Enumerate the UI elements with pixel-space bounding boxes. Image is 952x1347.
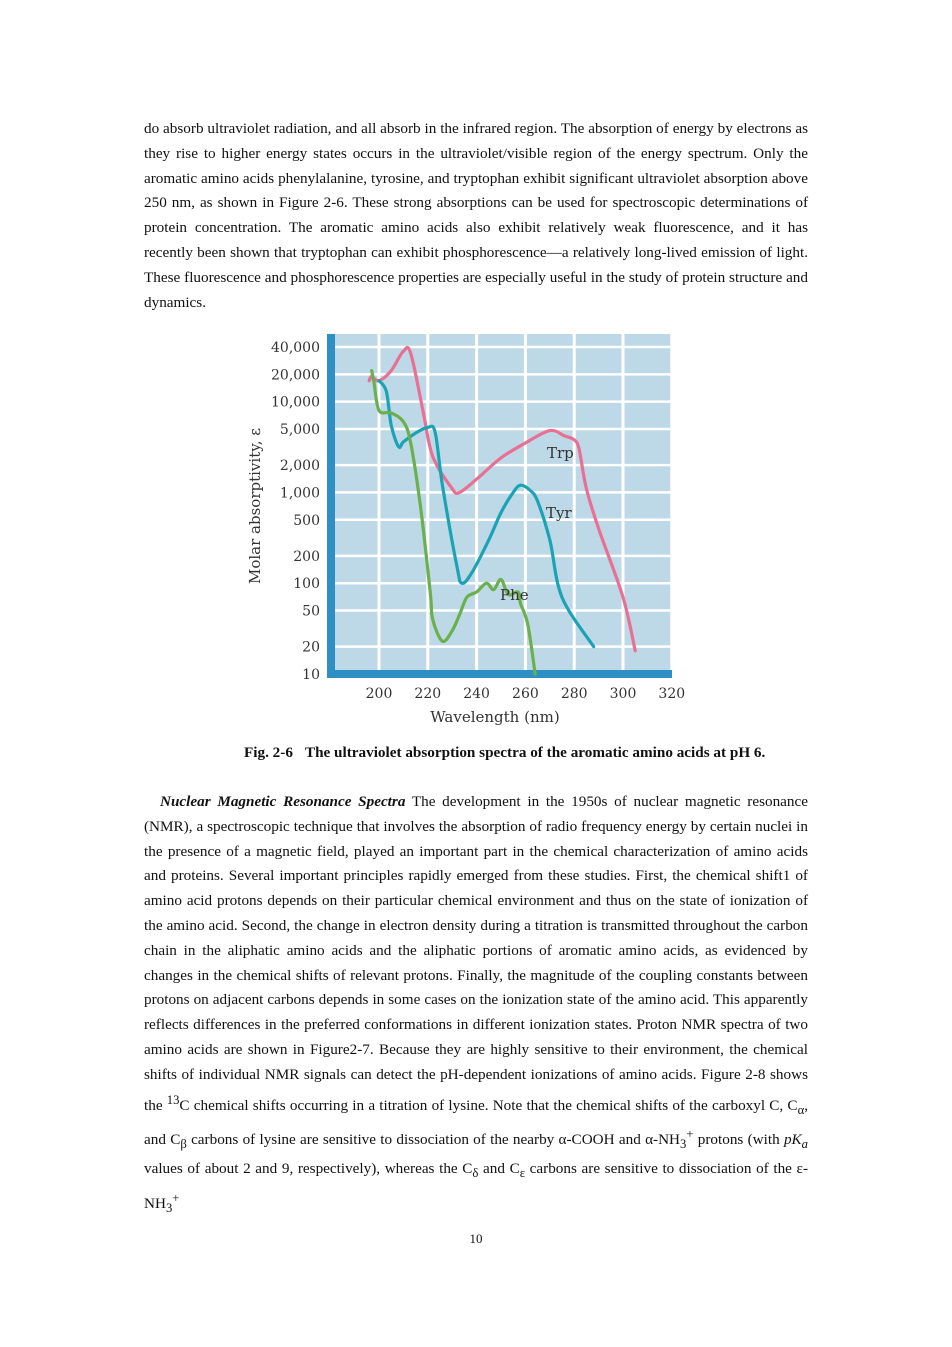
x-tick-label: 280 [560,686,588,702]
y-tick-label: 40,000 [271,340,320,356]
body-paragraph-2: Nuclear Magnetic Resonance Spectra The development in the 1950s of nuclear magnetic resonance (NMR), a spectroscopic technique that involves the absorption of radio frequency energy by certain nuclei in the presence of a magnetic field, played an important part in the chemical characterization of amino acids and proteins. Several important principles rapidly emerged from these studies. First, the chemical shift1 of amino acid protons depends on their particular chemical environment and thus on the state of ionization of the amino acid. Second, the change in electron density during a titration is transmitted throughout the carbon chain in the aliphatic amino acids and the aliphatic portions of aromatic amino acids, as evidenced by changes in the chemical shifts of relevant protons. Finally, the magnitude of the coupling constants between protons on adjacent carbons depends in some cases on the ionization state of the amino acid. This apparently reflects differences in the preferred conformations in different ionization states. Proton NMR spectra of two amino acids are shown in Figure2-7. Because they are highly sensitive to their environment, the chemical shifts of individual NMR signals can detect the pH-dependent ionizations of amino acids. Figure 2-8 shows the $^{13}$C chemical shifts occurring in a titration of lysine. Note that the chemical shifts of the carboxyl C, $C_\alpha$, and $C_\beta$ carbons of lysine are sensitive to dissociation of the nearby α-COOH and $\alpha-NH_3^+$ protons (with $pK_a$ values of about 2 and 9, respectively), whereas the $C_\delta$ and $C_\varepsilon$ carbons are sensitive to dissociation of the $\varepsilon-NH_3^+$ [144,793,808,1216]
y-tick-label: 5,000 [279,421,320,438]
y-axis-label: Molar absorptivity, ε [246,427,264,585]
page-number: 10 [469,1231,483,1246]
x-tick-label: 300 [609,686,637,702]
series-label-trp: Trp [547,444,574,462]
y-axis-bar [327,334,335,678]
y-tick-label: 200 [293,548,320,565]
y-tick-label: 10 [302,667,320,683]
y-tick-label: 10,000 [271,394,320,411]
y-tick-label: 2,000 [279,458,320,475]
section-lead: Nuclear Magnetic Resonance Spectra [160,793,406,810]
x-tick-label: 240 [463,686,490,702]
x-axis-bar [327,670,672,678]
figure-number: Fig. 2-6 [244,744,293,761]
figure-caption [244,741,804,766]
x-axis-label: Wavelength (nm) [430,708,560,726]
y-tick-label: 20 [302,639,320,656]
x-axis-ticks [366,686,686,702]
uv-absorption-chart [240,330,700,730]
y-tick-label: 20,000 [271,367,320,384]
x-tick-label: 260 [512,686,539,702]
series-label-tyr: Tyr [546,504,572,522]
figure-caption-text: The ultraviolet absorption spectra of the aromatic amino acids at pH 6. [304,744,766,761]
y-tick-label: 1,000 [279,485,320,502]
series-label-phe: Phe [500,586,529,604]
body-paragraph-1: do absorb ultraviolet radiation, and all absorb in the infrared region. The absorption of energy by electrons as they rise to higher energy states occurs in the ultraviolet/visible region of the energy spectrum. Only the aromatic amino acids phenylalanine, tyrosine, and tryptophan exhibit significant ultraviolet absorption above 250 nm, as shown in Figure 2-6. These strong absorptions can be used for spectroscopic determinations of protein concentration. The aromatic amino acids also exhibit relatively weak fluorescence, and it has recently been shown that tryptophan can exhibit phosphorescence—a relatively long-lived emission of light. These fluorescence and phosphorescence properties are especially useful in the study of protein structure and dynamics. [144,120,808,311]
x-tick-label: 320 [658,686,686,702]
y-axis-ticks [271,340,320,683]
y-tick-label: 50 [302,603,320,620]
y-tick-label: 500 [293,512,320,529]
x-tick-label: 200 [365,686,393,702]
x-tick-label: 220 [414,686,442,702]
y-tick-label: 100 [293,576,320,593]
